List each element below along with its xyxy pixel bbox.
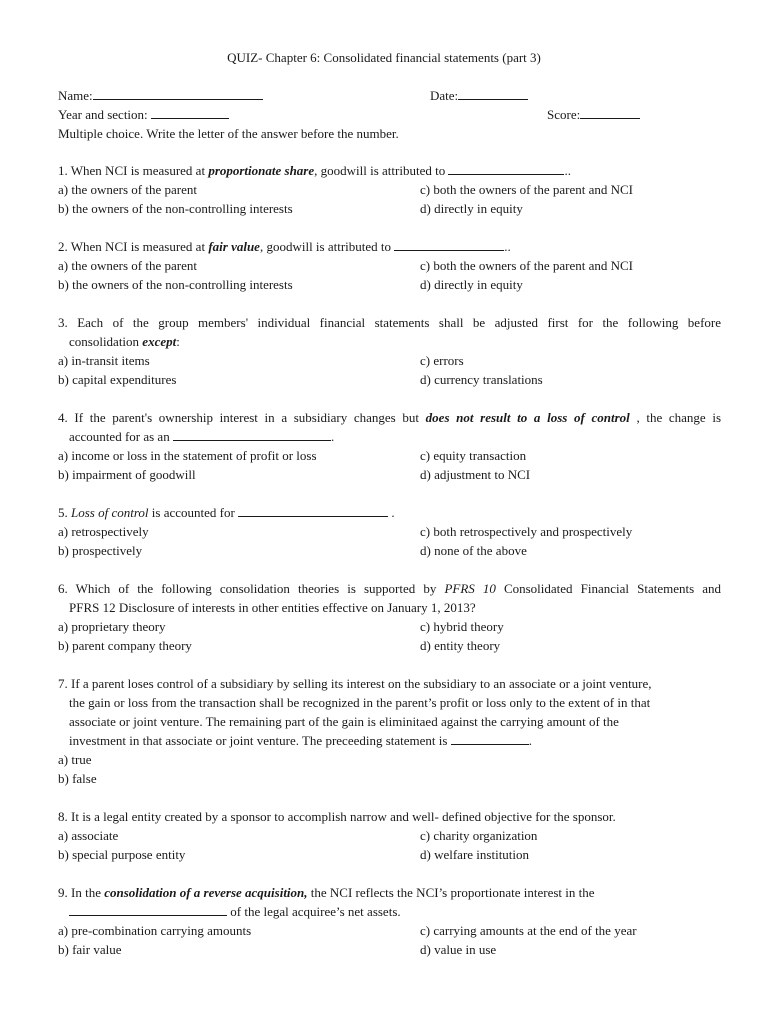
question-3-cont: consolidation except: (69, 334, 180, 349)
option-c[interactable]: c) hybrid theory (420, 619, 504, 634)
option-b[interactable]: b) parent company theory (58, 638, 192, 653)
option-d[interactable]: d) welfare institution (420, 847, 530, 862)
question-6-cont: PFRS 12 Disclosure of interests in other entities effective on January 1, 2013? (69, 600, 476, 615)
question-8: 8. It is a legal entity created by a sponsor to accomplish narrow and well- defined objective for the sponsor. (58, 809, 616, 824)
date-field: Date: (430, 87, 528, 104)
question-9-cont: of the legal acquiree’s net assets. (69, 903, 401, 920)
question-3: 3. Each of the group members' individual financial statements shall be adjusted first for the following before (58, 315, 721, 330)
year-section-field: Year and section: (58, 106, 229, 123)
question-2: 2. When NCI is measured at fair value, goodwill is attributed to .. (58, 239, 511, 254)
option-a[interactable]: a) true (58, 752, 92, 767)
option-a[interactable]: a) the owners of the parent (58, 182, 197, 197)
option-d[interactable]: d) directly in equity (420, 277, 523, 292)
option-a[interactable]: a) income or loss in the statement of profit or loss (58, 448, 317, 463)
option-d[interactable]: d) currency translations (420, 372, 543, 387)
option-c[interactable]: c) both the owners of the parent and NCI (420, 258, 633, 273)
question-4: 4. If the parent's ownership interest in a subsidiary changes but does not result to a loss of control , the change is (58, 410, 722, 425)
name-blank[interactable] (93, 87, 263, 100)
question-6: 6. Which of the following consolidation theories is supported by PFRS 10 Consolidated Financial Statements and (58, 581, 722, 596)
score-field: Score: (547, 106, 640, 123)
option-a[interactable]: a) the owners of the parent (58, 258, 197, 273)
name-field: Name: (58, 87, 263, 104)
score-blank[interactable] (580, 106, 640, 119)
option-c[interactable]: c) charity organization (420, 828, 538, 843)
option-d[interactable]: d) entity theory (420, 638, 501, 653)
option-c[interactable]: c) both the owners of the parent and NCI (420, 182, 633, 197)
question-9: 9. In the consolidation of a reverse acquisition, the NCI reflects the NCI’s proportionate interest in the (58, 885, 595, 900)
question-7-cont: the gain or loss from the transaction shall be recognized in the parent’s profit or loss only to the extent of in that (69, 695, 651, 710)
option-b[interactable]: b) impairment of goodwill (58, 467, 196, 482)
option-b[interactable]: b) false (58, 771, 97, 786)
option-b[interactable]: b) the owners of the non-controlling interests (58, 277, 293, 292)
option-a[interactable]: a) retrospectively (58, 524, 149, 539)
option-b[interactable]: b) special purpose entity (58, 847, 186, 862)
option-c[interactable]: c) equity transaction (420, 448, 527, 463)
option-b[interactable]: b) fair value (58, 942, 122, 957)
option-d[interactable]: d) directly in equity (420, 201, 523, 216)
option-b[interactable]: b) prospectively (58, 543, 143, 558)
option-d[interactable]: d) none of the above (420, 543, 527, 558)
option-a[interactable]: a) pre-combination carrying amounts (58, 923, 252, 938)
option-c[interactable]: c) carrying amounts at the end of the year (420, 923, 637, 938)
option-b[interactable]: b) the owners of the non-controlling interests (58, 201, 293, 216)
option-d[interactable]: d) value in use (420, 942, 497, 957)
question-7-cont: investment in that associate or joint venture. The preceeding statement is . (69, 733, 532, 748)
instructions: Multiple choice. Write the letter of the answer before the number. (58, 126, 399, 141)
option-a[interactable]: a) proprietary theory (58, 619, 166, 634)
option-c[interactable]: c) both retrospectively and prospectively (420, 524, 633, 539)
question-7: 7. If a parent loses control of a subsidiary by selling its interest on the subsidiary to an associate or a joint venture, (58, 676, 652, 691)
option-b[interactable]: b) capital expenditures (58, 372, 177, 387)
option-c[interactable]: c) errors (420, 353, 464, 368)
quiz-title: QUIZ- Chapter 6: Consolidated financial statements (part 3) (227, 50, 541, 65)
question-4-cont: accounted for as an . (69, 429, 335, 444)
question-5: 5. Loss of control is accounted for . (58, 505, 395, 520)
option-d[interactable]: d) adjustment to NCI (420, 467, 531, 482)
option-a[interactable]: a) in-transit items (58, 353, 150, 368)
date-blank[interactable] (458, 87, 528, 100)
year-section-blank[interactable] (151, 106, 229, 119)
question-1: 1. When NCI is measured at proportionate share, goodwill is attributed to .. (58, 163, 571, 178)
question-7-cont: associate or joint venture. The remaining part of the gain is eliminitaed against the carrying amount of the (69, 714, 619, 729)
option-a[interactable]: a) associate (58, 828, 119, 843)
